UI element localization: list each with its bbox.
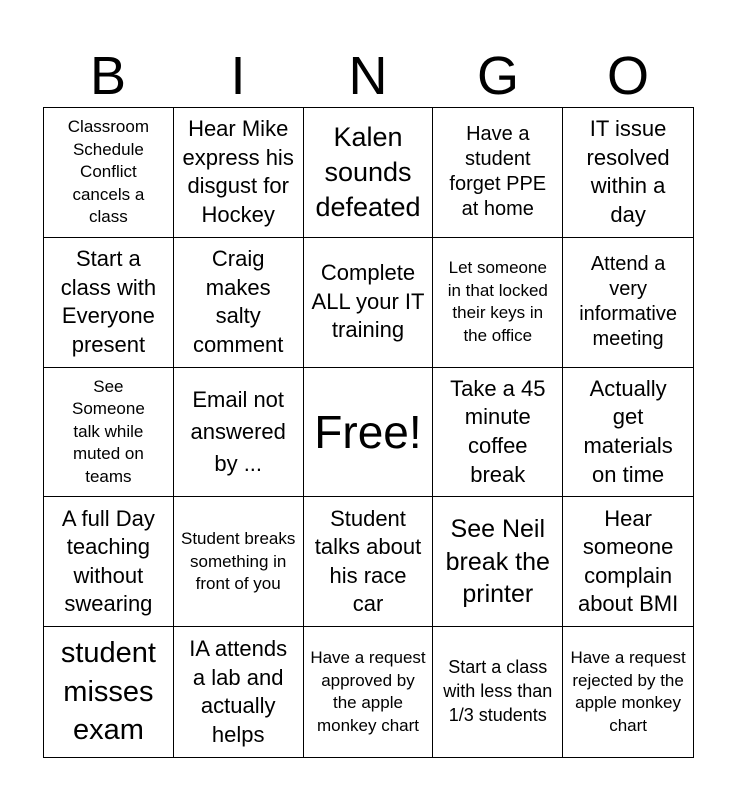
bingo-cell[interactable] <box>563 108 693 238</box>
cell-text: Attend a very informative meeting <box>579 253 677 351</box>
cell-text: Craig makes salty comment <box>192 246 284 357</box>
cell-text: Student talks about his race car <box>314 505 422 617</box>
cell-text: IA attends a lab and actually helps <box>189 635 288 747</box>
bingo-cell[interactable] <box>304 368 434 498</box>
bingo-cell[interactable] <box>174 627 304 757</box>
bingo-cell[interactable] <box>174 238 304 368</box>
cell-text: Student breaks something in front of you <box>181 529 296 593</box>
cell-text: Email not answered by ... <box>190 387 286 476</box>
cell-text: Have a student forget PPE at home <box>449 123 547 221</box>
bingo-cell[interactable] <box>304 497 434 627</box>
cell-text: Kalen sounds defeated <box>315 121 421 222</box>
cell-text: student misses exam <box>60 637 156 747</box>
bingo-cell[interactable] <box>433 368 563 498</box>
cell-text: Hear someone complain about BMI <box>577 505 679 617</box>
cell-text: Actually get materials on time <box>583 375 673 487</box>
bingo-cell[interactable] <box>174 497 304 627</box>
cell-text: Start a class with less than 1/3 students <box>443 657 553 725</box>
cell-text: Have a request rejected by the apple monkey chart <box>570 648 686 735</box>
header-letter-i: I <box>230 46 246 106</box>
bingo-cell[interactable] <box>304 627 434 757</box>
bingo-cell[interactable] <box>563 497 693 627</box>
cell-text: A full Day teaching without swearing <box>61 505 155 617</box>
bingo-cell[interactable] <box>563 627 693 757</box>
bingo-cell[interactable] <box>44 627 174 757</box>
bingo-cell[interactable] <box>44 497 174 627</box>
cell-text: See Someone talk while muted on teams <box>72 376 145 486</box>
cell-text: Take a 45 minute coffee break <box>450 375 546 487</box>
cell-text: IT issue resolved within a day <box>586 116 670 227</box>
bingo-board <box>43 107 694 758</box>
bingo-cell[interactable] <box>174 108 304 238</box>
free-space: Free! <box>314 405 422 458</box>
bingo-cell[interactable] <box>304 108 434 238</box>
bingo-cell[interactable] <box>433 108 563 238</box>
cell-text: Have a request approved by the apple monkey chart <box>310 648 426 735</box>
bingo-cell[interactable] <box>563 238 693 368</box>
cell-text: Classroom Schedule Conflict cancels a class <box>67 117 150 227</box>
header-letter-n: N <box>348 46 388 106</box>
cell-text: Let someone in that locked their keys in the office <box>447 258 548 345</box>
bingo-cell[interactable] <box>44 238 174 368</box>
cell-text: See Neil break the printer <box>445 515 550 609</box>
cell-text: Hear Mike express his disgust for Hockey <box>182 116 294 227</box>
bingo-cell[interactable] <box>433 497 563 627</box>
bingo-cell[interactable] <box>563 368 693 498</box>
bingo-cell[interactable] <box>433 627 563 757</box>
bingo-cell[interactable] <box>174 368 304 498</box>
header-letter-o: O <box>606 46 649 106</box>
header-letter-g: G <box>476 46 519 106</box>
bingo-cell[interactable] <box>44 368 174 498</box>
bingo-cell[interactable] <box>433 238 563 368</box>
header-letter-b: B <box>89 46 127 106</box>
bingo-header <box>43 46 693 106</box>
cell-text: Start a class with Everyone present <box>60 246 157 357</box>
bingo-cell[interactable] <box>44 108 174 238</box>
cell-text: Complete ALL your IT training <box>311 260 425 343</box>
bingo-cell[interactable] <box>304 238 434 368</box>
